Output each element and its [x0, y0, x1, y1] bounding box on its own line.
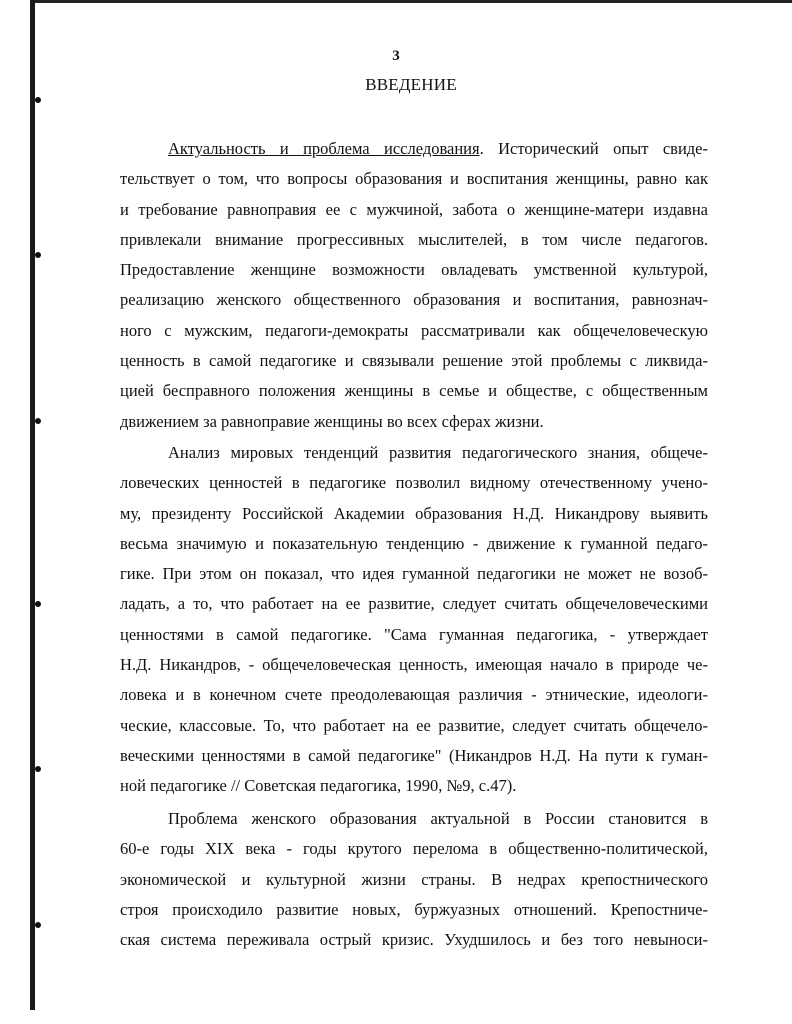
- paragraph-line: тельствует о том, что вопросы образования и воспитания женщины, равно как: [120, 169, 708, 189]
- paragraph-2: [120, 438, 708, 802]
- underlined-topic-phrase: Актуальность и проблема исследования: [168, 139, 480, 158]
- paragraph-3: [120, 804, 708, 955]
- paragraph-line: веческими ценностями в самой педагогике" (Никандров Н.Д. На пути к гуман-: [120, 745, 708, 765]
- paragraph-line: му, президенту Российской Академии образования Н.Д. Никандрову выявить: [120, 503, 708, 523]
- paragraph-line: гике. При этом он показал, что идея гуманной педагогики не может не возоб-: [120, 564, 708, 584]
- paragraph-line: 60-е годы XIX века - годы крутого перелома в общественно-политической,: [120, 839, 708, 859]
- paragraph-line: реализацию женского общественного образования и воспитания, равнознач-: [120, 290, 708, 310]
- paragraph-line: Проблема женского образования актуальной в России становится в: [168, 809, 708, 828]
- paragraph-line: ладать, а то, что работает на ее развитие, следует считать общечеловеческими: [120, 594, 708, 614]
- paragraph-line: ческие, классовые. То, что работает на ее развитие, следует считать общечело-: [120, 715, 708, 735]
- paragraph-line: Предоставление женщине возможности овладевать умственной культурой,: [120, 260, 708, 280]
- paragraph-line: ного с мужским, педагоги-демократы рассматривали как общечеловеческую: [120, 320, 708, 340]
- paragraph-line: весьма значимую и показательную тенденцию - движение к гуманной педаго-: [120, 533, 708, 553]
- paragraph-line: экономической и культурной жизни страны. В недрах крепостнического: [120, 869, 708, 889]
- paragraph-line: ценность в самой педагогике и связывали решение этой проблемы с ликвида-: [120, 351, 708, 371]
- paragraph-line: движением за равноправие женщины во всех сферах жизни.: [120, 411, 544, 431]
- paragraph-line: ловека и в конечном счете преодолевающая различия - этнические, идеологи-: [120, 685, 708, 705]
- page-number: 3: [392, 48, 400, 64]
- scan-top-border: [30, 0, 792, 3]
- scan-left-border: [30, 0, 35, 1010]
- binding-hole-mark: [35, 252, 41, 258]
- section-heading: ВВЕДЕНИЕ: [365, 75, 457, 94]
- paragraph-line: ценностями в самой педагогике. "Сама гуманная педагогика, - утверждает: [120, 624, 708, 644]
- paragraph-line: ной педагогике // Советская педагогика, 1990, №9, с.47).: [120, 776, 517, 796]
- paragraph-1-line-1: [120, 134, 708, 164]
- binding-hole-mark: [35, 922, 41, 928]
- paragraph-1: [120, 134, 708, 437]
- binding-hole-mark: [35, 766, 41, 772]
- paragraph-line: Анализ мировых тенденций развития педагогического знания, общече-: [168, 443, 708, 462]
- paragraph-line: ская система переживала острый кризис. Ухудшилось и без того невыноси-: [120, 930, 708, 950]
- line-text: . Исторический опыт свиде-: [479, 139, 708, 158]
- paragraph-line: Н.Д. Никандров, - общечеловеческая ценность, имеющая начало в природе че-: [120, 655, 708, 675]
- paragraph-line: ловеческих ценностей в педагогике позволил видному отечественному учено-: [120, 473, 708, 493]
- paragraph-line: и требование равноправия ее с мужчиной, забота о женщине-матери издавна: [120, 199, 708, 219]
- paragraph-line: цией бесправного положения женщины в семье и обществе, с общественным: [120, 381, 708, 401]
- binding-hole-mark: [35, 97, 41, 103]
- paragraph-line: привлекали внимание прогрессивных мыслителей, в том числе педагогов.: [120, 229, 708, 249]
- binding-hole-mark: [35, 418, 41, 424]
- paragraph-line: строя происходило развитие новых, буржуазных отношений. Крепостниче-: [120, 899, 708, 919]
- binding-hole-mark: [35, 601, 41, 607]
